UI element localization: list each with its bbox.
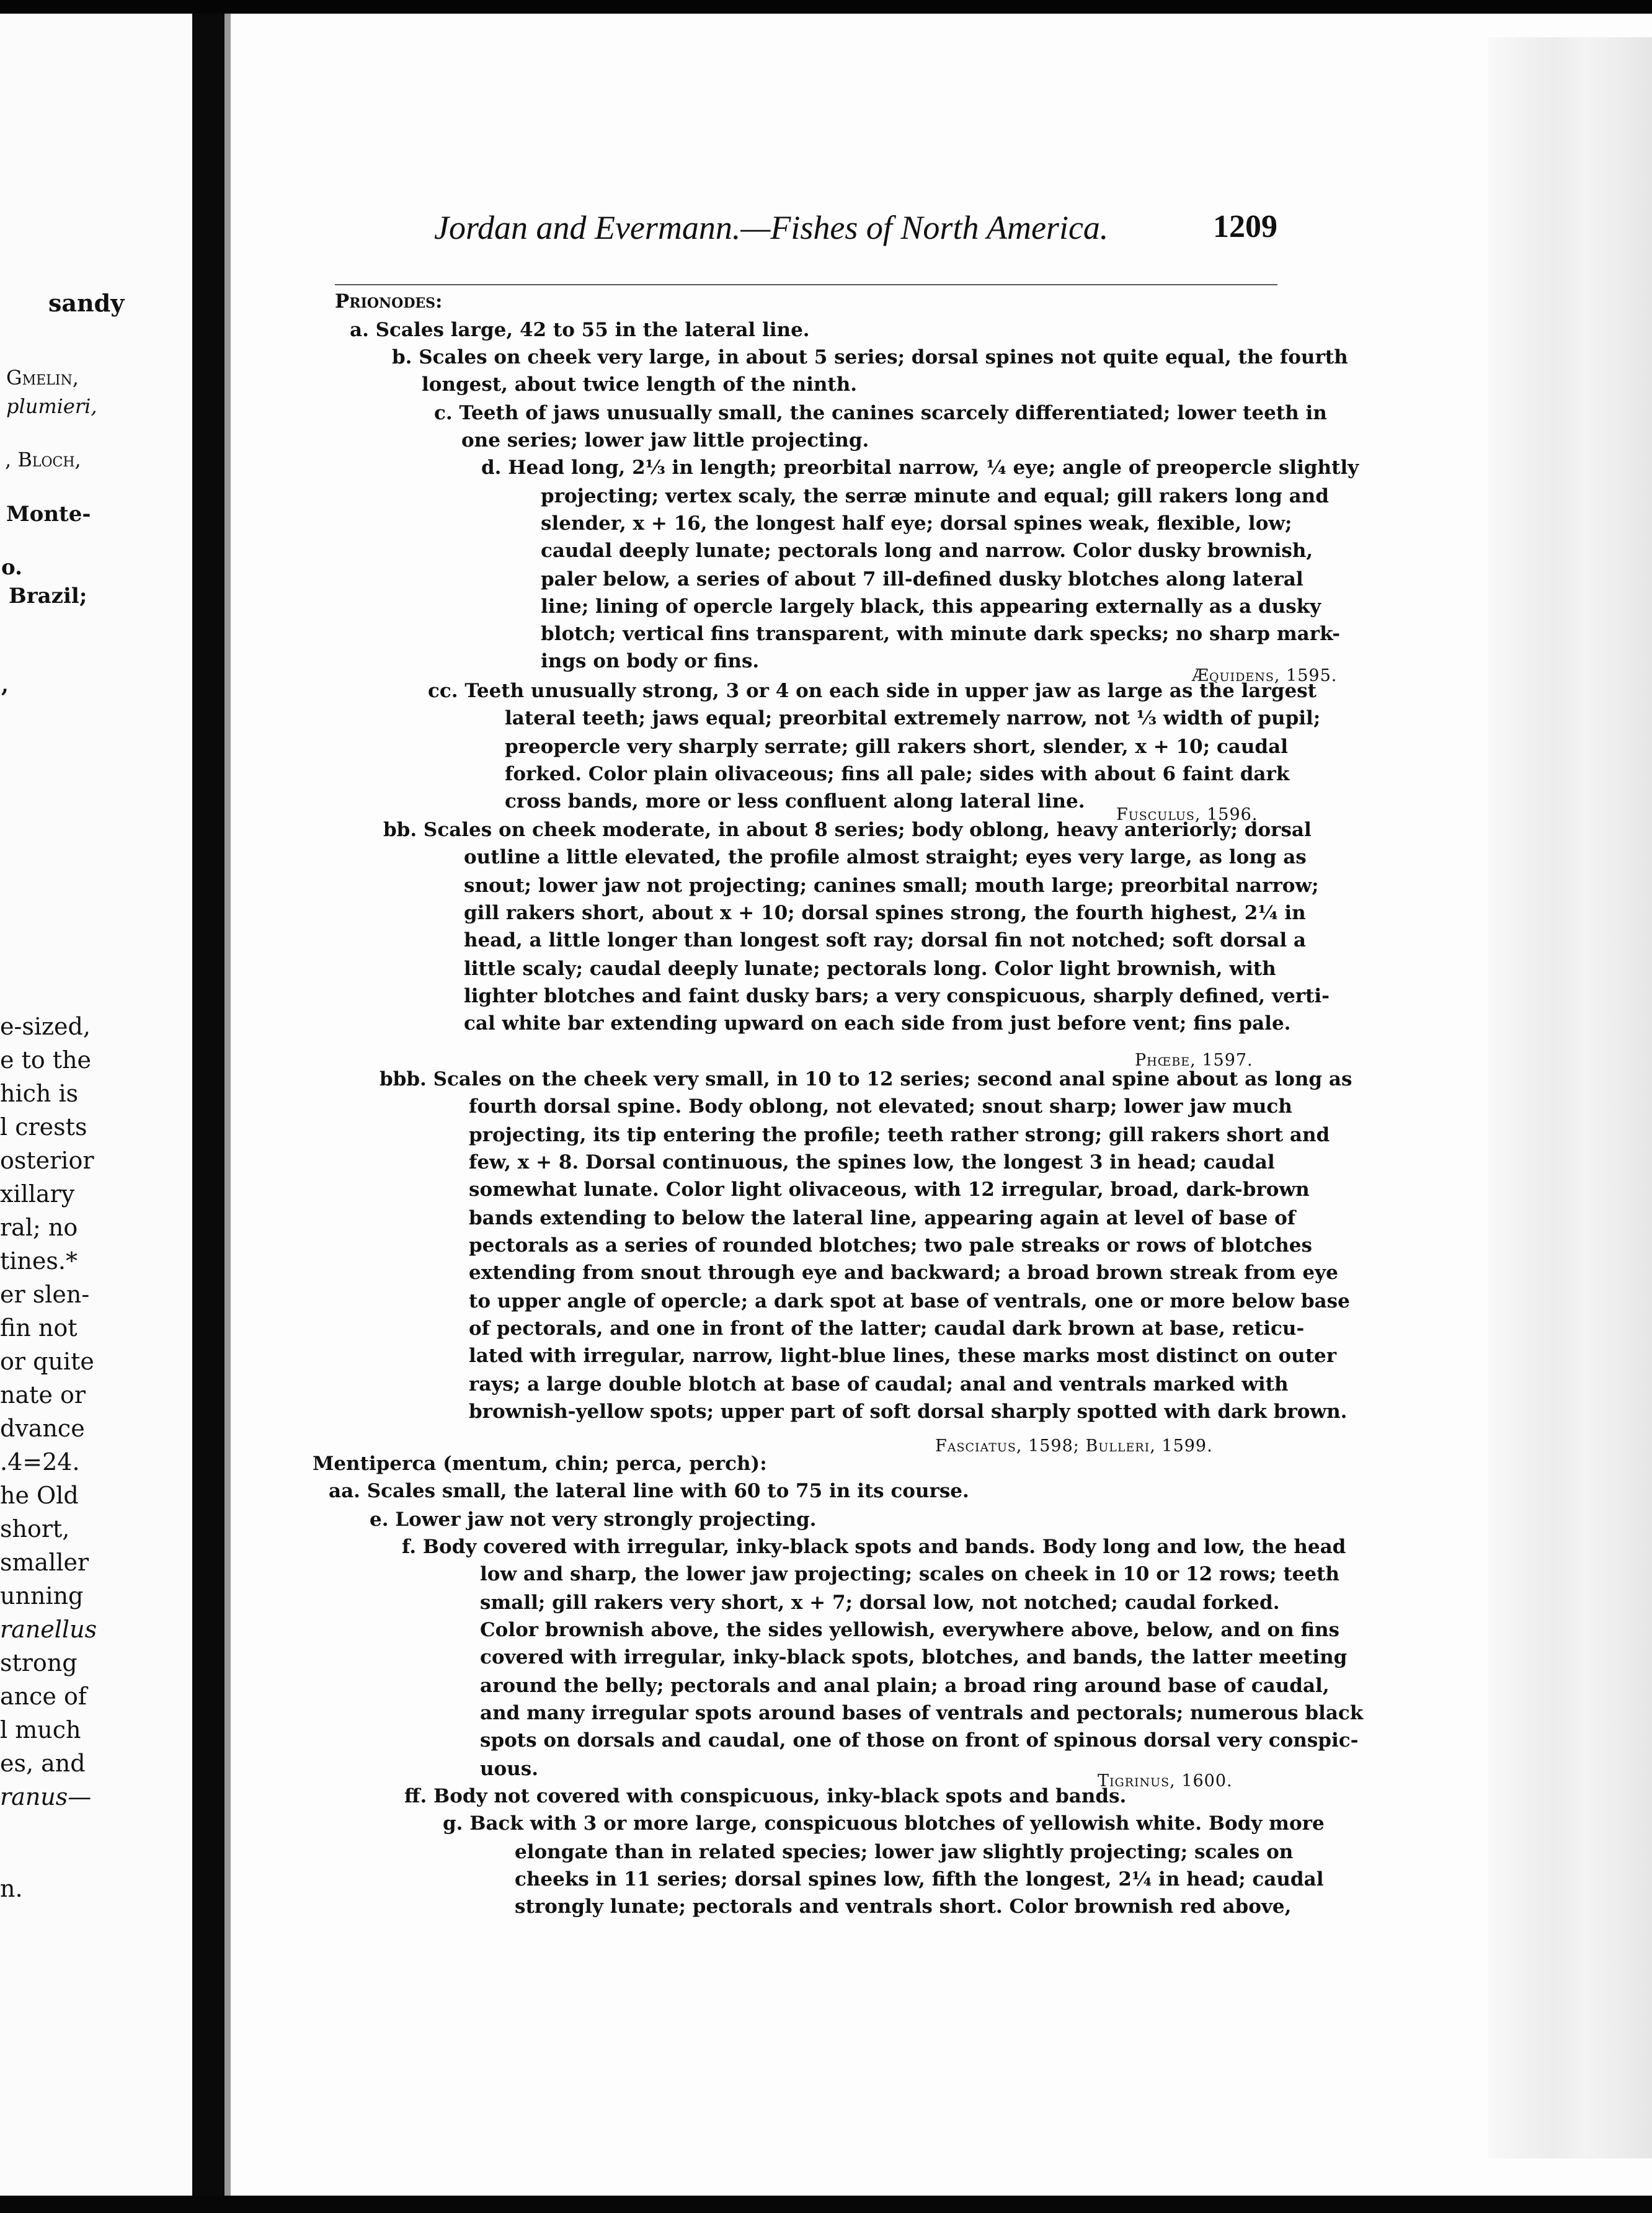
left-fragment: strong	[0, 1649, 78, 1676]
left-fragment: Brazil;	[9, 584, 87, 608]
left-fragment: o.	[1, 555, 22, 580]
species-reference: Phœbe, 1597.	[1135, 1051, 1253, 1070]
left-fragment: n.	[0, 1875, 23, 1902]
key-line: low and sharp, the lower jaw projecting; scales on cheek in 10 or 12 rows; teeth	[480, 1563, 1339, 1585]
key-line: strongly lunate; pectorals and ventrals short. Color brownish red above,	[515, 1895, 1292, 1918]
key-line: lighter blotches and faint dusky bars; a very conspicuous, sharply defined, verti-	[464, 985, 1330, 1007]
key-line: small; gill rakers very short, x + 7; dorsal low, not notched; caudal forked.	[480, 1592, 1280, 1614]
key-line: g. Back with 3 or more large, conspicuous blotches of yellowish white. Body more	[443, 1812, 1325, 1835]
key-line: cheeks in 11 series; dorsal spines low, fifth the longest, 2¼ in head; caudal	[515, 1868, 1324, 1890]
book-spine	[192, 0, 224, 2213]
key-line: d. Head long, 2⅓ in length; preorbital narrow, ¼ eye; angle of preopercle slightly	[481, 456, 1359, 479]
left-fragment: smaller	[0, 1549, 89, 1576]
key-line: projecting, its tip entering the profile; teeth rather strong; gill rakers short and	[469, 1124, 1330, 1146]
genus-heading: Mentiperca (mentum, chin; perca, perch):	[313, 1453, 767, 1475]
key-line: around the belly; pectorals and anal plain; a broad ring around base of caudal,	[480, 1675, 1330, 1697]
key-line: lateral teeth; jaws equal; preorbital extremely narrow, not ⅓ width of pupil;	[505, 707, 1321, 729]
left-fragment: unning	[0, 1582, 84, 1610]
species-reference: Æquidens, 1595.	[1192, 666, 1338, 685]
left-fragment: fin not	[0, 1314, 78, 1342]
key-line: bbb. Scales on the cheek very small, in 10 to 12 series; second anal spine about as long as	[380, 1068, 1352, 1090]
left-fragment: l crests	[0, 1113, 87, 1141]
key-line: gill rakers short, about x + 10; dorsal spines strong, the fourth highest, 2¼ in	[464, 902, 1306, 924]
key-line: outline a little elevated, the profile almost straight; eyes very large, as long as	[464, 846, 1307, 868]
key-line: line; lining of opercle largely black, this appearing externally as a dusky	[541, 595, 1321, 618]
left-fragment: tines.*	[0, 1247, 78, 1275]
species-reference: Fusculus, 1596.	[1116, 805, 1258, 824]
left-fragment: nate or	[0, 1381, 86, 1409]
left-fragment: es, and	[0, 1750, 86, 1777]
key-line: c. Teeth of jaws unusually small, the canines scarcely differentiated; lower teeth in	[434, 402, 1327, 424]
key-line: head, a little longer than longest soft ray; dorsal fin not notched; soft dorsal a	[464, 929, 1306, 951]
left-fragment: osterior	[0, 1147, 94, 1174]
left-fragment: , Bloch,	[5, 448, 81, 471]
left-fragment: sandy	[48, 289, 125, 317]
key-line: cross bands, more or less confluent along lateral line.	[505, 790, 1085, 813]
key-line: Color brownish above, the sides yellowish, everywhere above, below, and on fins	[480, 1619, 1339, 1641]
page-number: 1209	[1213, 209, 1277, 244]
left-fragment: er slen-	[0, 1281, 90, 1308]
book-spine-edge	[224, 0, 231, 2213]
key-line: to upper angle of opercle; a dark spot at base of ventrals, one or more below base	[469, 1290, 1350, 1312]
key-line: longest, about twice length of the ninth.	[422, 373, 858, 396]
page-edge-shadow	[1488, 37, 1652, 2158]
key-line: cc. Teeth unusually strong, 3 or 4 on each side in upper jaw as large as the largest	[428, 680, 1317, 702]
key-line: preopercle very sharply serrate; gill rakers short, slender, x + 10; caudal	[505, 736, 1288, 758]
left-fragment: ance of	[0, 1683, 87, 1710]
key-line: forked. Color plain olivaceous; fins all pale; sides with about 6 faint dark	[505, 763, 1290, 785]
key-line: b. Scales on cheek very large, in about 5 series; dorsal spines not quite equal, the fourth	[392, 346, 1348, 368]
genus-heading: Prionodes:	[335, 290, 443, 313]
left-fragment: plumieri,	[6, 394, 97, 418]
left-fragment: .4=24.	[0, 1448, 80, 1476]
left-fragment: Gmelin,	[6, 366, 79, 390]
key-line: caudal deeply lunate; pectorals long and narrow. Color dusky brownish,	[541, 540, 1313, 562]
key-line: e. Lower jaw not very strongly projecting.	[370, 1508, 817, 1531]
key-line: extending from snout through eye and backward; a broad brown streak from eye	[469, 1262, 1338, 1284]
header-rule	[335, 284, 1277, 285]
key-line: bands extending to below the lateral line, appearing again at level of base of	[469, 1207, 1296, 1229]
key-line: brownish-yellow spots; upper part of soft dorsal sharply spotted with dark brown.	[469, 1400, 1348, 1423]
left-fragment: e-sized,	[0, 1013, 91, 1040]
left-fragment: ,	[1, 673, 9, 698]
scan-top-border	[0, 0, 1652, 14]
key-line: a. Scales large, 42 to 55 in the lateral line.	[350, 319, 810, 341]
key-line: and many irregular spots around bases of ventrals and pectorals; numerous black	[480, 1702, 1364, 1724]
left-fragment: hich is	[0, 1080, 79, 1107]
page-header	[434, 203, 1277, 259]
key-line: aa. Scales small, the lateral line with 60 to 75 in its course.	[329, 1480, 969, 1502]
key-line: snout; lower jaw not projecting; canines small; mouth large; preorbital narrow;	[464, 875, 1319, 897]
scan-bottom-border	[0, 2196, 1652, 2213]
left-fragment: or quite	[0, 1348, 94, 1375]
key-line: paler below, a series of about 7 ill-defined dusky blotches along lateral	[541, 568, 1303, 590]
key-line: little scaly; caudal deeply lunate; pectorals long. Color light brownish, with	[464, 958, 1276, 980]
key-line: ff. Body not covered with conspicuous, inky-black spots and bands.	[404, 1785, 1127, 1807]
key-line: blotch; vertical fins transparent, with minute dark specks; no sharp mark-	[541, 623, 1341, 645]
left-fragment: dvance	[0, 1415, 85, 1442]
species-reference: Fasciatus, 1598; Bulleri, 1599.	[935, 1436, 1213, 1456]
key-line: few, x + 8. Dorsal continuous, the spines low, the longest 3 in head; caudal	[469, 1151, 1275, 1173]
key-line: slender, x + 16, the longest half eye; dorsal spines weak, flexible, low;	[541, 512, 1292, 535]
key-line: uous.	[480, 1758, 538, 1780]
key-line: lated with irregular, narrow, light-blue lines, these marks most distinct on outer	[469, 1345, 1337, 1367]
key-line: f. Body covered with irregular, inky-black spots and bands. Body long and low, the head	[402, 1536, 1346, 1558]
left-fragment: ranellus	[0, 1616, 97, 1643]
left-fragment: he Old	[0, 1482, 79, 1509]
species-reference: Tigrinus, 1600.	[1098, 1771, 1233, 1791]
key-line: fourth dorsal spine. Body oblong, not elevated; snout sharp; lower jaw much	[469, 1095, 1292, 1118]
key-line: bb. Scales on cheek moderate, in about 8 series; body oblong, heavy anteriorly; dorsal	[383, 819, 1312, 841]
key-line: covered with irregular, inky-black spots, blotches, and bands, the latter meeting	[480, 1646, 1348, 1668]
left-fragment: xillary	[0, 1180, 75, 1208]
key-line: somewhat lunate. Color light olivaceous, with 12 irregular, broad, dark-brown	[469, 1178, 1310, 1201]
left-fragment: ral; no	[0, 1214, 78, 1241]
left-fragment: l much	[0, 1716, 81, 1743]
left-fragment: e to the	[0, 1046, 92, 1074]
key-line: ings on body or fins.	[541, 650, 760, 672]
key-line: of pectorals, and one in front of the latter; caudal dark brown at base, reticu-	[469, 1317, 1305, 1340]
key-line: rays; a large double blotch at base of caudal; anal and ventrals marked with	[469, 1373, 1289, 1396]
left-fragment: short,	[0, 1515, 70, 1543]
key-line: pectorals as a series of rounded blotches; two pale streaks or rows of blotches	[469, 1234, 1312, 1257]
running-title: Jordan and Evermann.—Fishes of North America.	[434, 209, 1109, 246]
key-line: spots on dorsals and caudal, one of those on front of spinous dorsal very conspic-	[480, 1729, 1359, 1752]
key-line: elongate than in related species; lower jaw slightly projecting; scales on	[515, 1841, 1294, 1863]
left-fragment: Monte-	[6, 502, 91, 527]
key-line: cal white bar extending upward on each side from just before vent; fins pale.	[464, 1012, 1291, 1035]
left-fragment: ranus—	[0, 1783, 92, 1810]
key-line: projecting; vertex scaly, the serræ minute and equal; gill rakers long and	[541, 485, 1329, 507]
key-line: one series; lower jaw little projecting.	[461, 429, 869, 452]
